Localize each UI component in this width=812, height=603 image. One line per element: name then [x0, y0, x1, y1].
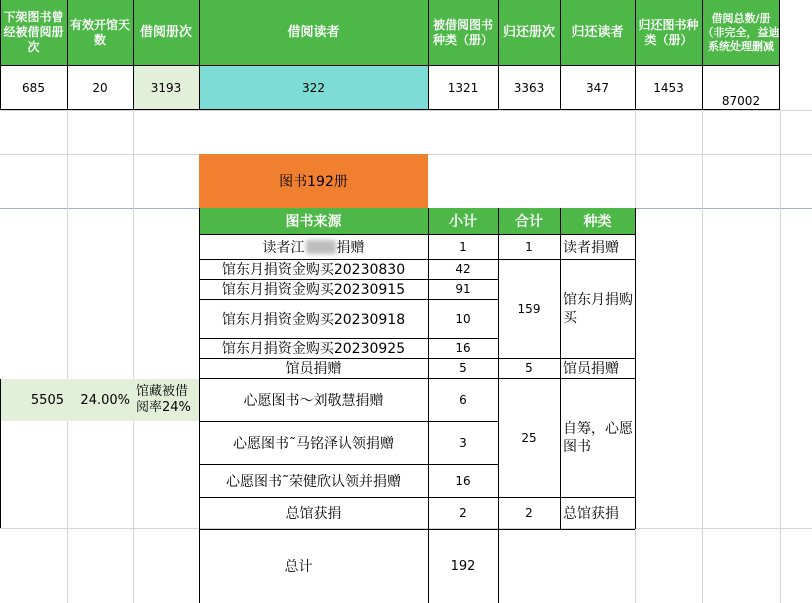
border	[199, 421, 498, 422]
border	[199, 497, 635, 498]
header-return-count[interactable]: 归还册次	[498, 0, 560, 65]
header-borrow-readers[interactable]: 借阅读者	[199, 0, 428, 65]
value-return-count[interactable]: 3363	[513, 80, 545, 95]
border	[498, 0, 499, 110]
source-cell[interactable]: 总馆获捐	[285, 506, 342, 522]
redacted-name	[306, 240, 336, 254]
source-cell[interactable]: 心愿图书˜荣健欣认领并捐赠	[226, 473, 401, 490]
header-subtotal[interactable]: 小计	[428, 208, 498, 234]
side-rate[interactable]: 24.00%	[67, 379, 133, 421]
gridline	[67, 110, 68, 603]
source-text: 读者江	[262, 239, 305, 256]
border	[199, 338, 498, 339]
grand-total-label[interactable]: 总计	[284, 559, 313, 575]
source-cell[interactable]: 心愿图书～刘敬慧捐赠	[243, 392, 384, 409]
kind-cell[interactable]: 总馆获捐	[563, 506, 619, 522]
border	[133, 0, 134, 110]
subtotal-cell[interactable]: 2	[459, 506, 467, 520]
header-total[interactable]: 合计	[498, 208, 560, 234]
kind-cell[interactable]: 馆员捐赠	[563, 361, 619, 377]
header-return-types[interactable]: 归还图书种类（册）	[635, 0, 702, 65]
subtotal-cell[interactable]: 42	[455, 262, 471, 276]
border	[0, 0, 1, 110]
border	[199, 529, 635, 530]
source-cell[interactable]	[199, 234, 428, 259]
subtotal-cell[interactable]: 3	[459, 435, 467, 450]
subtotal-cell[interactable]: 5	[459, 361, 467, 375]
border	[199, 378, 635, 379]
side-count[interactable]: 5505	[0, 379, 67, 421]
header-borrowed-types[interactable]: 被借阅图书种类（册）	[428, 0, 498, 65]
grand-total-value[interactable]: 192	[450, 558, 476, 574]
value-borrow-readers[interactable]: 322	[199, 65, 428, 110]
header-borrow-count[interactable]: 借阅册次	[133, 0, 199, 65]
border	[199, 358, 635, 359]
border	[560, 208, 561, 529]
border	[779, 0, 780, 110]
source-text: 捐赠	[336, 239, 365, 256]
border	[0, 65, 780, 66]
border	[0, 109, 780, 110]
kind-cell[interactable]: 馆东月捐购买	[563, 291, 633, 326]
border	[199, 0, 200, 110]
side-note[interactable]: 馆藏被借阅率24%	[133, 379, 199, 421]
source-cell[interactable]: 馆东月捐资金购买20230830	[221, 262, 406, 278]
header-open-days[interactable]: 有效开馆天数	[67, 0, 133, 65]
border	[199, 299, 498, 300]
gridline	[0, 110, 812, 111]
total-cell[interactable]: 5	[525, 361, 533, 375]
header-borrow-total[interactable]: 借阅总数/册（非完全，益迪系统处理删减	[702, 0, 780, 65]
gridline	[702, 110, 703, 603]
value-withdrawn-borrowed[interactable]: 685	[22, 80, 45, 95]
subtotal-cell[interactable]: 10	[455, 311, 471, 326]
header-withdrawn-borrowed[interactable]: 下架图书曾经被借阅册次	[0, 0, 67, 65]
border	[428, 0, 429, 110]
value-borrowed-types[interactable]: 1321	[447, 80, 479, 95]
total-cell[interactable]: 1	[525, 239, 533, 254]
gridline	[780, 110, 781, 603]
total-cell[interactable]: 2	[525, 506, 533, 520]
value-borrow-count[interactable]: 3193	[133, 65, 199, 110]
kind-cell[interactable]: 读者捐赠	[563, 239, 619, 256]
border	[560, 0, 561, 110]
border	[199, 259, 635, 260]
header-return-readers[interactable]: 归还读者	[560, 0, 635, 65]
source-cell[interactable]: 馆员捐赠	[285, 361, 342, 377]
border	[199, 279, 498, 280]
value-borrow-total[interactable]: 87002	[721, 94, 761, 108]
value-return-readers[interactable]: 347	[586, 80, 609, 95]
border	[635, 208, 636, 529]
header-source[interactable]: 图书来源	[199, 208, 428, 234]
border	[702, 0, 703, 110]
border	[0, 379, 1, 528]
books-count-banner[interactable]: 图书192册	[199, 154, 428, 208]
total-cell[interactable]: 159	[517, 301, 541, 316]
border	[67, 0, 68, 110]
value-open-days[interactable]: 20	[92, 80, 108, 95]
subtotal-cell[interactable]: 6	[459, 392, 467, 407]
subtotal-cell[interactable]: 91	[455, 282, 471, 296]
header-kind[interactable]: 种类	[560, 208, 635, 234]
source-cell[interactable]: 心愿图书˜马铭泽认领捐赠	[233, 435, 394, 452]
border	[199, 208, 200, 603]
kind-cell[interactable]: 自筹，心愿图书	[563, 420, 633, 455]
subtotal-cell[interactable]: 16	[455, 341, 471, 355]
border	[635, 0, 636, 110]
source-cell[interactable]: 馆东月捐资金购买20230918	[221, 311, 406, 328]
border	[428, 208, 429, 603]
source-cell[interactable]: 馆东月捐资金购买20230925	[221, 341, 406, 357]
gridline	[133, 110, 134, 603]
subtotal-cell[interactable]: 1	[459, 239, 467, 254]
value-return-types[interactable]: 1453	[653, 80, 684, 95]
source-cell[interactable]: 馆东月捐资金购买20230915	[221, 282, 406, 298]
border	[199, 464, 498, 465]
total-cell[interactable]: 25	[521, 430, 537, 445]
subtotal-cell[interactable]: 16	[455, 473, 471, 488]
border	[498, 208, 499, 603]
border	[199, 234, 635, 235]
